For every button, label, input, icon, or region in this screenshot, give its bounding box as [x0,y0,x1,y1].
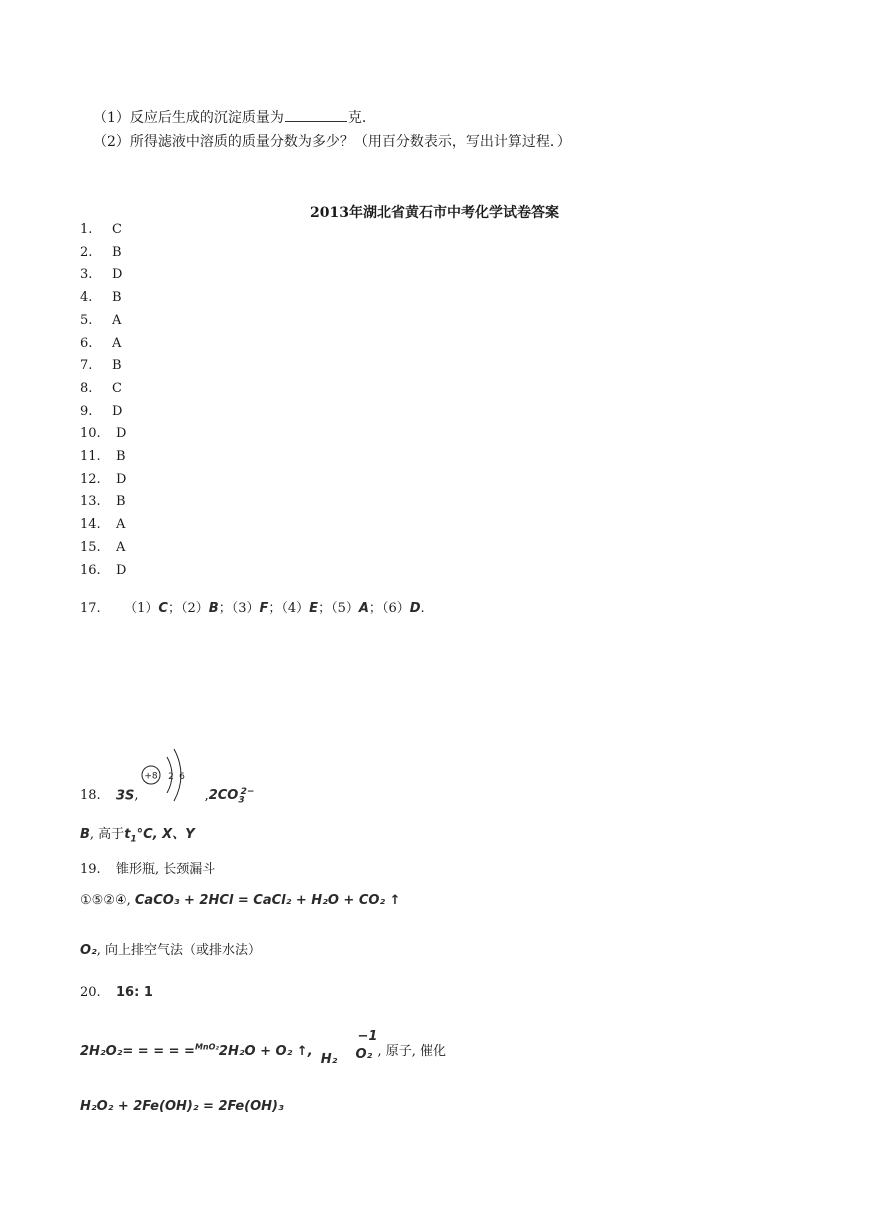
answer-17-part-label: （1） [124,601,159,616]
answer-row [80,449,126,464]
answer-row [80,540,125,555]
answer-value: C [112,380,122,396]
answer-value: B [116,449,126,464]
answer-17-number: 17. [80,601,101,616]
answer-17-separator: ； [218,601,232,616]
answer-row [80,313,121,328]
answer-number: 15. [80,539,101,555]
answer-row [80,267,122,282]
oxidation-state: −1 O₂ [355,1029,378,1062]
question-1 [93,107,376,127]
answer-number: 5. [80,312,93,328]
answer-row [80,563,126,578]
answer-18-text: , 高于 [89,827,125,842]
answer-number: 16. [80,562,101,578]
equation-arrow: = = = = = [122,1044,195,1059]
answer-20-line-3 [80,1099,284,1114]
answer-20-number: 20. [80,985,101,1000]
answer-number: 7. [80,358,93,374]
answer-number: 12. [80,471,101,487]
answer-17-part-label: （5） [331,601,359,616]
answer-value: A [112,335,122,351]
answer-17-separator: ； [318,601,332,616]
answer-row [80,517,125,532]
answer-row [80,404,122,419]
answer-18-number: 18. [80,788,101,804]
answer-19 [80,858,215,877]
atom-shell-2-count: 6 [179,772,185,782]
equation-left: 2H₂O₂ [80,1044,123,1059]
answer-number: 3. [80,267,93,283]
answer-value: D [116,426,127,442]
answer-number: 14. [80,517,101,533]
answer-17-separator: ； [167,601,181,616]
answer-value: B [112,244,122,260]
answer-value: A [116,517,126,533]
answer-row [80,222,122,237]
oxygen-formula: O₂ [80,943,97,958]
sulfur-formula: 3S [116,788,135,804]
answer-20-line-2 [80,1029,447,1067]
answer-title: 2013年湖北省黄石市中考化学试卷答案 [310,205,559,221]
answer-value: A [112,312,122,328]
answer-17-part-value: B [208,601,219,616]
answer-18: 18. 3S, $,2CO_3^{2-}$ [80,787,255,806]
answer-value: D [112,267,123,283]
answer-value: D [116,471,127,487]
answer-17-part-value: D [409,601,421,616]
answer-number: 11. [80,449,101,464]
answer-18-choice: B [80,827,90,842]
answer-row [80,290,122,305]
answer-20-equation-2: H₂O₂ + 2Fe(OH)₂ = 2Fe(OH)₃ [80,1099,284,1114]
carbonate-ion: $2CO_3^{2-}$ [208,787,255,806]
answer-value: A [116,539,126,555]
answer-value: B [112,290,122,306]
hydrogen-element: H₂ [320,1052,338,1067]
answer-17-parts [124,601,425,616]
catalyst: MnO₂ [194,1042,219,1052]
answer-value: D [116,562,127,578]
answer-17-part-value: C [158,601,168,616]
answer-17-part-value: F [259,601,269,616]
answer-17-part-value: A [358,601,369,616]
answer-number: 1. [80,222,93,237]
answer-value: C [112,222,122,237]
answer-20 [80,985,153,1000]
answer-number: 8. [80,380,93,396]
answer-19-apparatus: 锥形瓶, 长颈漏斗 [116,862,216,877]
answer-row [80,358,122,373]
mass-ratio: 16: 1 [116,985,153,1000]
answer-17-separator: . [420,601,425,616]
answer-19-collection-method: , 向上排空气法（或排水法） [96,943,262,958]
atom-nucleus: +8 [144,771,158,782]
answer-row [80,426,126,441]
answer-17-part-label: （4） [281,601,310,616]
answer-17-separator: ； [368,601,382,616]
question-1-text: （1）反应后生成的沉淀质量为 [93,110,284,126]
question-1-unit: 克． [347,110,376,126]
answer-19-line-3 [80,939,261,958]
answer-17-separator: ； [268,601,282,616]
answer-17-part-label: （3） [231,601,260,616]
answer-number: 4. [80,290,93,306]
answer-row [80,381,122,396]
question-2: （2）所得滤液中溶质的质量分数为多少？（用百分数表示，写出计算过程．） [93,134,571,150]
answer-17 [80,597,425,616]
equation-right: 2H₂O + O₂ ↑, [218,1044,313,1059]
answer-row [80,245,122,260]
temperature-t1: $t_1^\circ C$, X、Y [124,827,195,845]
answer-19-equation: CaCO₃ + 2HCl = CaCl₂ + H₂O + CO₂ ↑ [134,893,401,908]
answer-number: 6. [80,335,93,351]
answer-row [80,472,126,487]
answer-19-line-2 [80,893,401,908]
answer-17-part-label: （6） [381,601,410,616]
answer-20-text: , 原子, 催化 [377,1044,447,1059]
answer-value: B [116,494,126,510]
answer-18-line-2 [80,823,195,845]
answer-blank [285,109,347,122]
answer-number: 13. [80,494,101,510]
answer-number: 2. [80,244,93,260]
answer-number: 10. [80,426,101,442]
answer-19-sequence: ①⑤②④, [80,893,131,908]
answer-17-part-label: （2） [180,601,209,616]
answer-value: B [112,358,122,374]
answer-number: 9. [80,403,93,419]
answer-value: D [112,403,123,419]
answer-17-part-value: E [309,601,319,616]
answer-19-number: 19. [80,862,101,877]
atom-shell-1-count: 2 [168,772,174,782]
answer-row [80,494,126,509]
answer-row [80,336,121,351]
